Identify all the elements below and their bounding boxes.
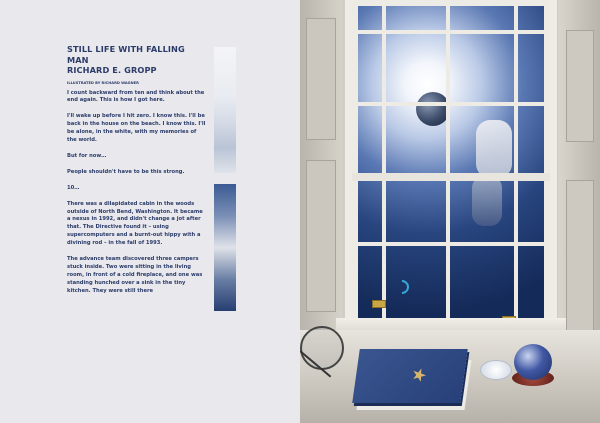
window-muntin	[446, 0, 450, 318]
book-icon	[352, 349, 468, 403]
paragraph-5: 10…	[67, 184, 80, 191]
astronaut-icon	[476, 120, 512, 178]
window-muntin	[514, 0, 518, 318]
paragraph-6: There was a dilapidated cabin in the woods outside of North Bend, Washington. It became a nexus in 1992, and didn't change a jot after that. The Directive found it – using supercomputers and a burnt-out hippy with a divining rod – in the fall of 1993.	[67, 200, 203, 247]
title-line-1: STILL LIFE WITH FALLING MAN	[67, 44, 185, 65]
title-line-2: RICHARD E. GROPP	[67, 65, 157, 75]
right-page-illustration	[300, 0, 600, 423]
paragraph-7: The advance team discovered three campers stuck inside. Two were sitting in the living room, in front of a cold fireplace, and one was standing hunched over a sink in the tiny kitchen. They were still there	[67, 256, 203, 294]
window-jamb-right	[544, 0, 550, 318]
window-sash-rail	[352, 173, 550, 181]
left-shutter	[300, 0, 342, 330]
article-column	[67, 44, 207, 304]
planet-icon	[416, 92, 450, 126]
paragraph-1: I count backward from ten and think about the end again. This is how I got here.	[67, 89, 205, 104]
sunglasses-icon	[300, 326, 344, 370]
article-title	[67, 44, 207, 76]
window-muntin	[382, 0, 386, 318]
latch-icon	[372, 300, 386, 308]
paragraph-2: I'll wake up before I hit zero. I know this. I'll be back in the house on the beach. I know this. I'll be alone, in the white, with my memories of the world.	[67, 113, 206, 144]
illustration-strip-top	[214, 47, 236, 173]
paragraph-4: People shouldn't have to be this strong.	[67, 168, 185, 175]
window-jamb-left	[352, 0, 358, 318]
window-muntin	[352, 242, 550, 246]
astronaut-legs	[472, 176, 502, 226]
shutter-panel	[306, 160, 336, 312]
window-muntin	[352, 102, 550, 106]
paperweight-icon	[514, 344, 552, 380]
illustration-credit: ILLUSTRATED BY RICHARD WAGNER	[67, 80, 139, 85]
right-shutter	[558, 0, 600, 360]
shutter-panel	[306, 18, 336, 140]
window-muntin	[352, 30, 550, 34]
shutter-panel	[566, 30, 594, 142]
paragraph-3: But for now…	[67, 152, 107, 159]
shutter-panel	[566, 180, 594, 342]
illustration-strip-bottom	[214, 184, 236, 311]
dish-icon	[480, 360, 512, 380]
